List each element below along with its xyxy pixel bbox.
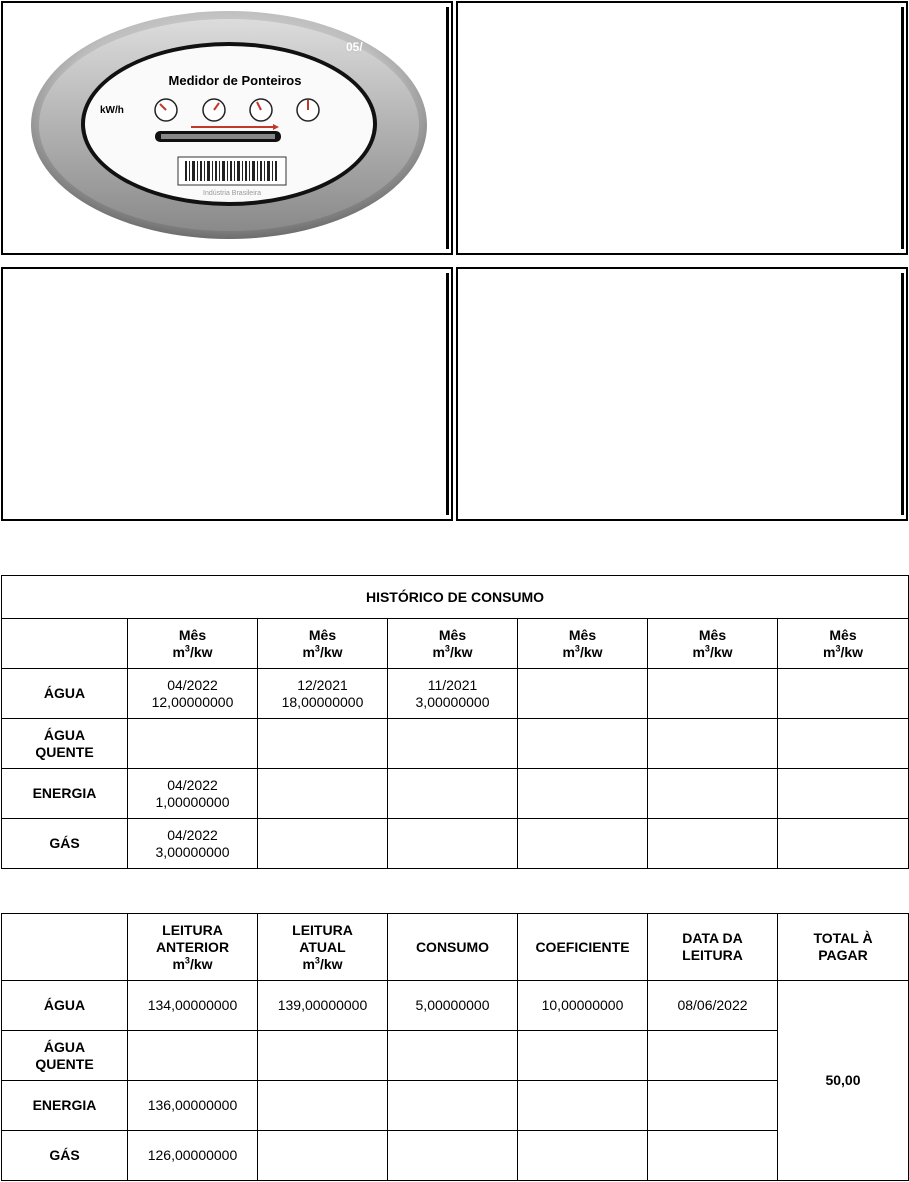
meter-title: Medidor de Ponteiros [168,73,302,88]
history-cell [648,719,778,769]
history-cell: 04/2022 3,00000000 [128,819,258,869]
history-cell [518,669,648,719]
readings-row-gas [2,1131,909,1181]
header-leitura-anterior: LEITURA ANTERIOR $m^3/kw$ [128,914,258,981]
leitura-anterior-cell: 136,00000000 [128,1081,258,1131]
readings-row-energia [2,1081,909,1131]
history-cell [128,719,258,769]
history-row-gas [2,819,909,869]
history-cell [388,719,518,769]
consumo-cell: 5,00000000 [388,981,518,1031]
row-label: GÁS [2,1131,128,1181]
coeficiente-cell: 10,00000000 [518,981,648,1031]
header-data-leitura: DATA DA LEITURA [648,914,778,981]
row-label: ÁGUA [2,981,128,1031]
meter-photo [3,3,451,253]
history-row-energia [2,769,909,819]
header-consumo: CONSUMO [388,914,518,981]
coeficiente-cell [518,1131,648,1181]
photo-box-4 [456,267,908,521]
meter-footer: Indústria Brasileira [203,190,261,197]
history-cell [648,669,778,719]
history-col-header: Mês $m^3/kw$ [518,619,648,669]
history-col-header: Mês $m^3/kw$ [388,619,518,669]
history-col-header: Mês $m^3/kw$ [778,619,909,669]
consumo-cell [388,1131,518,1181]
row-label: ÁGUA QUENTE [2,1031,128,1081]
history-cell [258,819,388,869]
history-cell [518,769,648,819]
readings-row-agua [2,981,909,1031]
coeficiente-cell [518,1031,648,1081]
history-col-header: Mês $m^3/kw$ [128,619,258,669]
header-coeficiente: COEFICIENTE [518,914,648,981]
coeficiente-cell [518,1081,648,1131]
meter-unit: kW/h [100,105,124,116]
consumo-cell [388,1081,518,1131]
photo-box-3 [1,267,453,521]
history-col-header: Mês $m^3/kw$ [258,619,388,669]
row-label: ÁGUA [2,669,128,719]
total-a-pagar-value: 50,00 [778,981,909,1181]
readings-corner [2,914,128,981]
leitura-atual-cell [258,1131,388,1181]
leitura-anterior-cell [128,1031,258,1081]
header-leitura-atual: LEITURA ATUAL $m^3/kw$ [258,914,388,981]
history-cell [258,769,388,819]
consumo-cell [388,1031,518,1081]
history-cell: 12/2021 18,00000000 [258,669,388,719]
header-total-pagar: TOTAL À PAGAR [778,914,909,981]
history-cell [648,819,778,869]
photo-stamp: 05/ [346,40,363,54]
history-corner [2,619,128,669]
history-cell: 11/2021 3,00000000 [388,669,518,719]
leitura-atual-cell [258,1081,388,1131]
history-cell [778,819,909,869]
row-label: ENERGIA [2,769,128,819]
history-cell [258,719,388,769]
row-label: ÁGUA QUENTE [2,719,128,769]
row-label: ENERGIA [2,1081,128,1131]
photo-box-2 [456,1,908,255]
history-title: HISTÓRICO DE CONSUMO [2,576,909,619]
leitura-anterior-cell: 126,00000000 [128,1131,258,1181]
history-row-agua-quente [2,719,909,769]
meter-photo-box-1 [1,1,453,255]
data-leitura-cell [648,1031,778,1081]
leitura-atual-cell [258,1031,388,1081]
history-cell [518,819,648,869]
row-label: GÁS [2,819,128,869]
history-row-agua [2,669,909,719]
history-cell: 04/2022 1,00000000 [128,769,258,819]
history-cell [388,769,518,819]
data-leitura-cell [648,1081,778,1131]
history-cell: 04/2022 12,00000000 [128,669,258,719]
leitura-atual-cell: 139,00000000 [258,981,388,1031]
data-leitura-cell: 08/06/2022 [648,981,778,1031]
history-cell [778,769,909,819]
consumption-history-table [1,575,909,869]
history-cell [388,819,518,869]
readings-table [1,913,909,1181]
readings-row-agua-quente [2,1031,909,1081]
history-cell [778,669,909,719]
history-cell [518,719,648,769]
leitura-anterior-cell: 134,00000000 [128,981,258,1031]
history-cell [778,719,909,769]
data-leitura-cell [648,1131,778,1181]
history-col-header: Mês $m^3/kw$ [648,619,778,669]
history-cell [648,769,778,819]
